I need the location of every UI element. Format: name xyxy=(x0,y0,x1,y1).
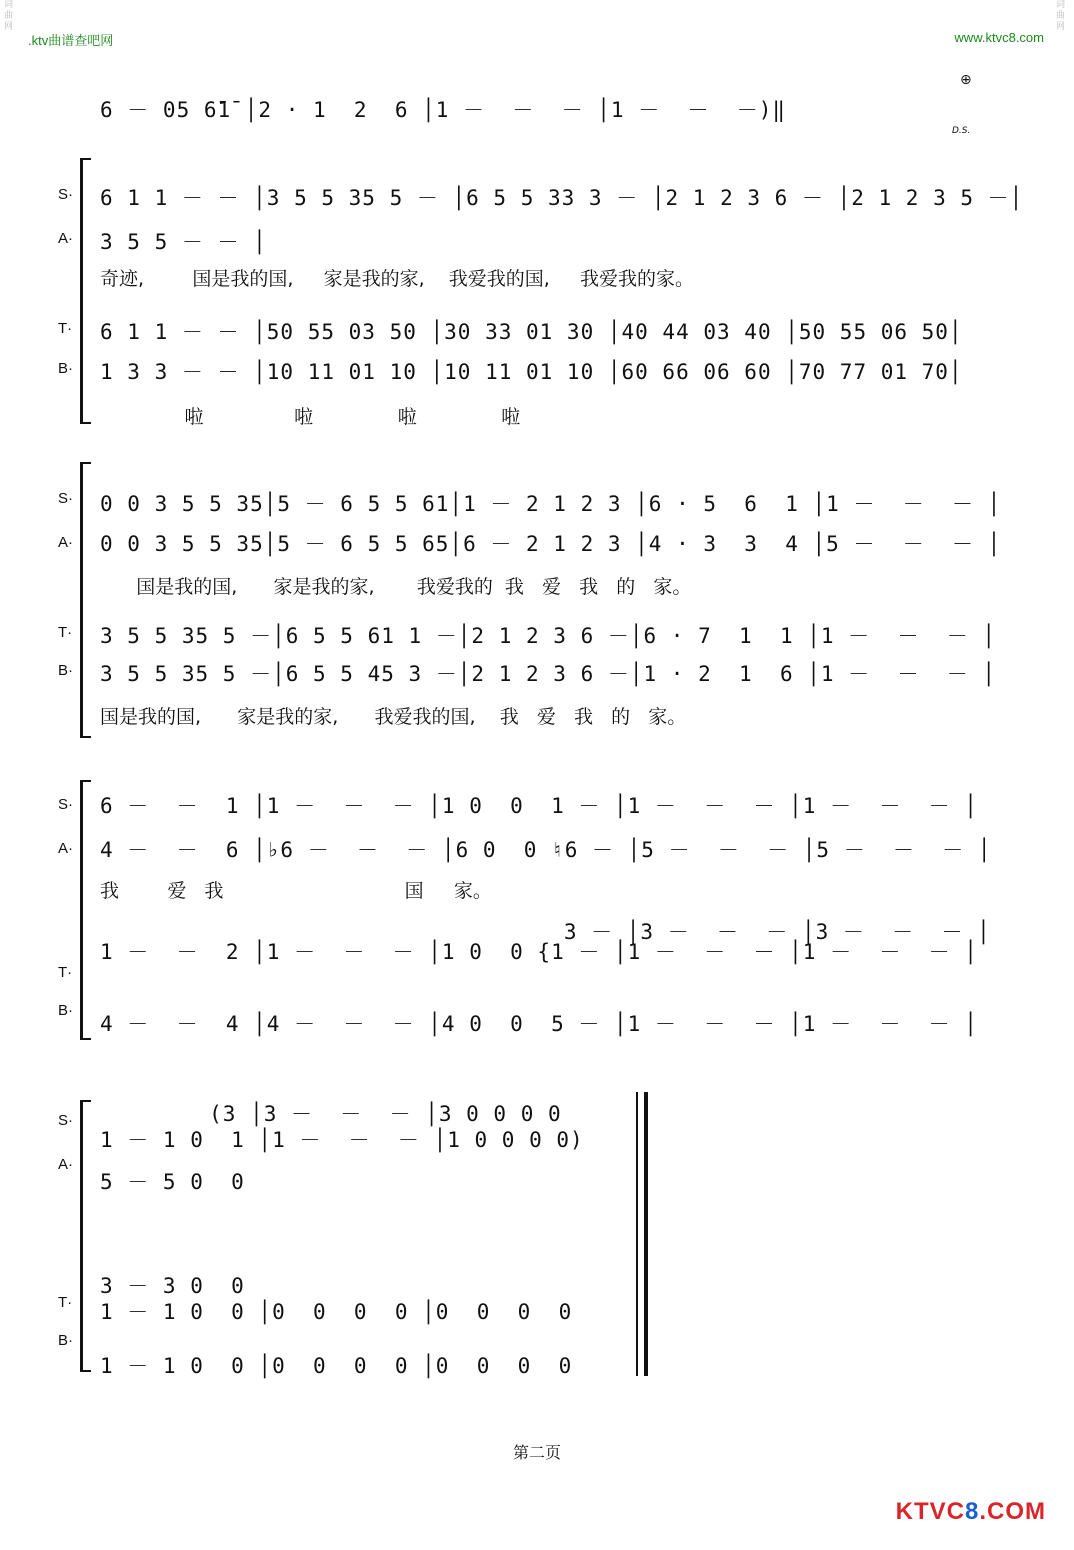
system5-brace xyxy=(80,1100,91,1372)
system2-brace xyxy=(80,158,91,424)
label-alto-4: A· xyxy=(58,840,73,857)
system4-tenor-upper: 3 － │3 － － － │3 － － － │ xyxy=(100,920,991,944)
site-name-left: .ktv曲谱查吧网 xyxy=(28,33,114,48)
label-alto-3: A· xyxy=(58,534,73,551)
system5-soprano: 1 － 1 0 1 │1 － － － │1 0 0 0 0) xyxy=(100,1128,584,1152)
side-watermark-left: 词 曲 网 xyxy=(4,0,14,32)
system3-brace xyxy=(80,462,91,738)
label-soprano-3: S· xyxy=(58,490,73,507)
label-soprano: S· xyxy=(58,186,73,203)
system2-alto: 3 5 5 － － │ xyxy=(100,230,267,254)
system5-tenor: 1 － 1 0 0 │0 0 0 0 │0 0 0 0 xyxy=(100,1300,573,1324)
system2-bass: 1 3 3 － － │10 11 01 10 │10 11 01 10 │60 66 06 60 │70 77 01 70│ xyxy=(100,360,963,384)
system4-soprano: 6 － － 1 │1 － － － │1 0 0 1 － │1 － － － │1 － － － │ xyxy=(100,794,978,818)
system4-bass: 4 － － 4 │4 － － － │4 0 0 5 － │1 － － － │1 － － － │ xyxy=(100,1012,978,1036)
label-tenor-3: T· xyxy=(58,624,73,641)
system5-alto: 5 － 5 0 0 xyxy=(100,1170,245,1194)
ktvc8-logo: KTVC8.COM xyxy=(895,1498,1046,1525)
site-url-right: www.ktvc8.com xyxy=(954,30,1044,45)
label-bass-3: B· xyxy=(58,662,73,679)
label-bass-5: B· xyxy=(58,1332,73,1349)
system4-brace xyxy=(80,780,91,1040)
system2-tenor: 6 1 1 － － │50 55 03 50 │30 33 01 30 │40 44 03 40 │50 55 06 50│ xyxy=(100,320,963,344)
system3-lyric-bottom: 国是我的国, 家是我的家, 我爱我的国, 我 爱 我 的 家。 xyxy=(100,706,687,728)
label-alto: A· xyxy=(58,230,73,247)
system4-alto: 4 － － 6 │♭6 － － － │6 0 0 ♮6 － │5 － － － │5 － － － │ xyxy=(100,838,992,862)
system5-soprano-upper: (3 │3 － － － │3 0 0 0 0 xyxy=(100,1102,562,1126)
system4-lyric: 我 爱 我 国 家。 xyxy=(100,880,492,902)
label-soprano-5: S· xyxy=(58,1112,73,1129)
label-tenor-5: T· xyxy=(58,1294,73,1311)
system3-bass: 3 5 5 35 5 －│6 5 5 45 3 －│2 1 2 3 6 －│1 · 2 1 6 │1 － － － │ xyxy=(100,662,997,686)
system3-lyric-top: 国是我的国, 家是我的家, 我爱我的 我 爱 我 的 家。 xyxy=(100,576,692,598)
system4-tenor: 1 － － 2 │1 － － － │1 0 0 {1 － │1 － － － │1 － － － │ xyxy=(100,940,978,964)
system2-lyric-bottom: 啦 啦 啦 啦 xyxy=(100,406,521,428)
label-tenor-4: T· xyxy=(58,964,73,981)
page-number: 第二页 xyxy=(512,1443,561,1462)
label-bass-4: B· xyxy=(58,1002,73,1019)
label-soprano-4: S· xyxy=(58,796,73,813)
label-tenor: T· xyxy=(58,320,73,337)
system3-soprano: 0 0 3 5 5 35│5 － 6 5 5 61│1 － 2 1 2 3 │6 · 5 6 1 │1 － － － │ xyxy=(100,492,1002,516)
final-barline-thin xyxy=(636,1092,638,1376)
ds-marking: D.S. xyxy=(952,126,971,136)
system5-tenor-upper: 3 － 3 0 0 xyxy=(100,1274,245,1298)
system2-lyric-top: 奇迹, 国是我的国, 家是我的家, 我爱我的国, 我爱我的家。 xyxy=(100,268,695,290)
final-barline-thick xyxy=(644,1092,648,1376)
side-watermark-right: 词 曲 网 xyxy=(1056,0,1066,32)
system3-tenor: 3 5 5 35 5 －│6 5 5 61 1 －│2 1 2 3 6 －│6 · 7 1 1 │1 － － － │ xyxy=(100,624,997,648)
system2-soprano: 6 1 1 － － │3 5 5 35 5 － │6 5 5 33 3 － │2 1 2 3 6 － │2 1 2 3 5 －│ xyxy=(100,186,1024,210)
system3-alto: 0 0 3 5 5 35│5 － 6 5 5 65│6 － 2 1 2 3 │4 · 3 3 4 │5 － － － │ xyxy=(100,532,1002,556)
label-bass: B· xyxy=(58,360,73,377)
label-alto-5: A· xyxy=(58,1156,73,1173)
system1-melody: 6 － 05 6̄1̄ │2 · 1 2 6 │1 － － － │1 － － －)‖ xyxy=(100,98,787,122)
coda-icon: ⊕ xyxy=(960,72,972,88)
system5-bass: 1 － 1 0 0 │0 0 0 0 │0 0 0 0 xyxy=(100,1354,573,1378)
